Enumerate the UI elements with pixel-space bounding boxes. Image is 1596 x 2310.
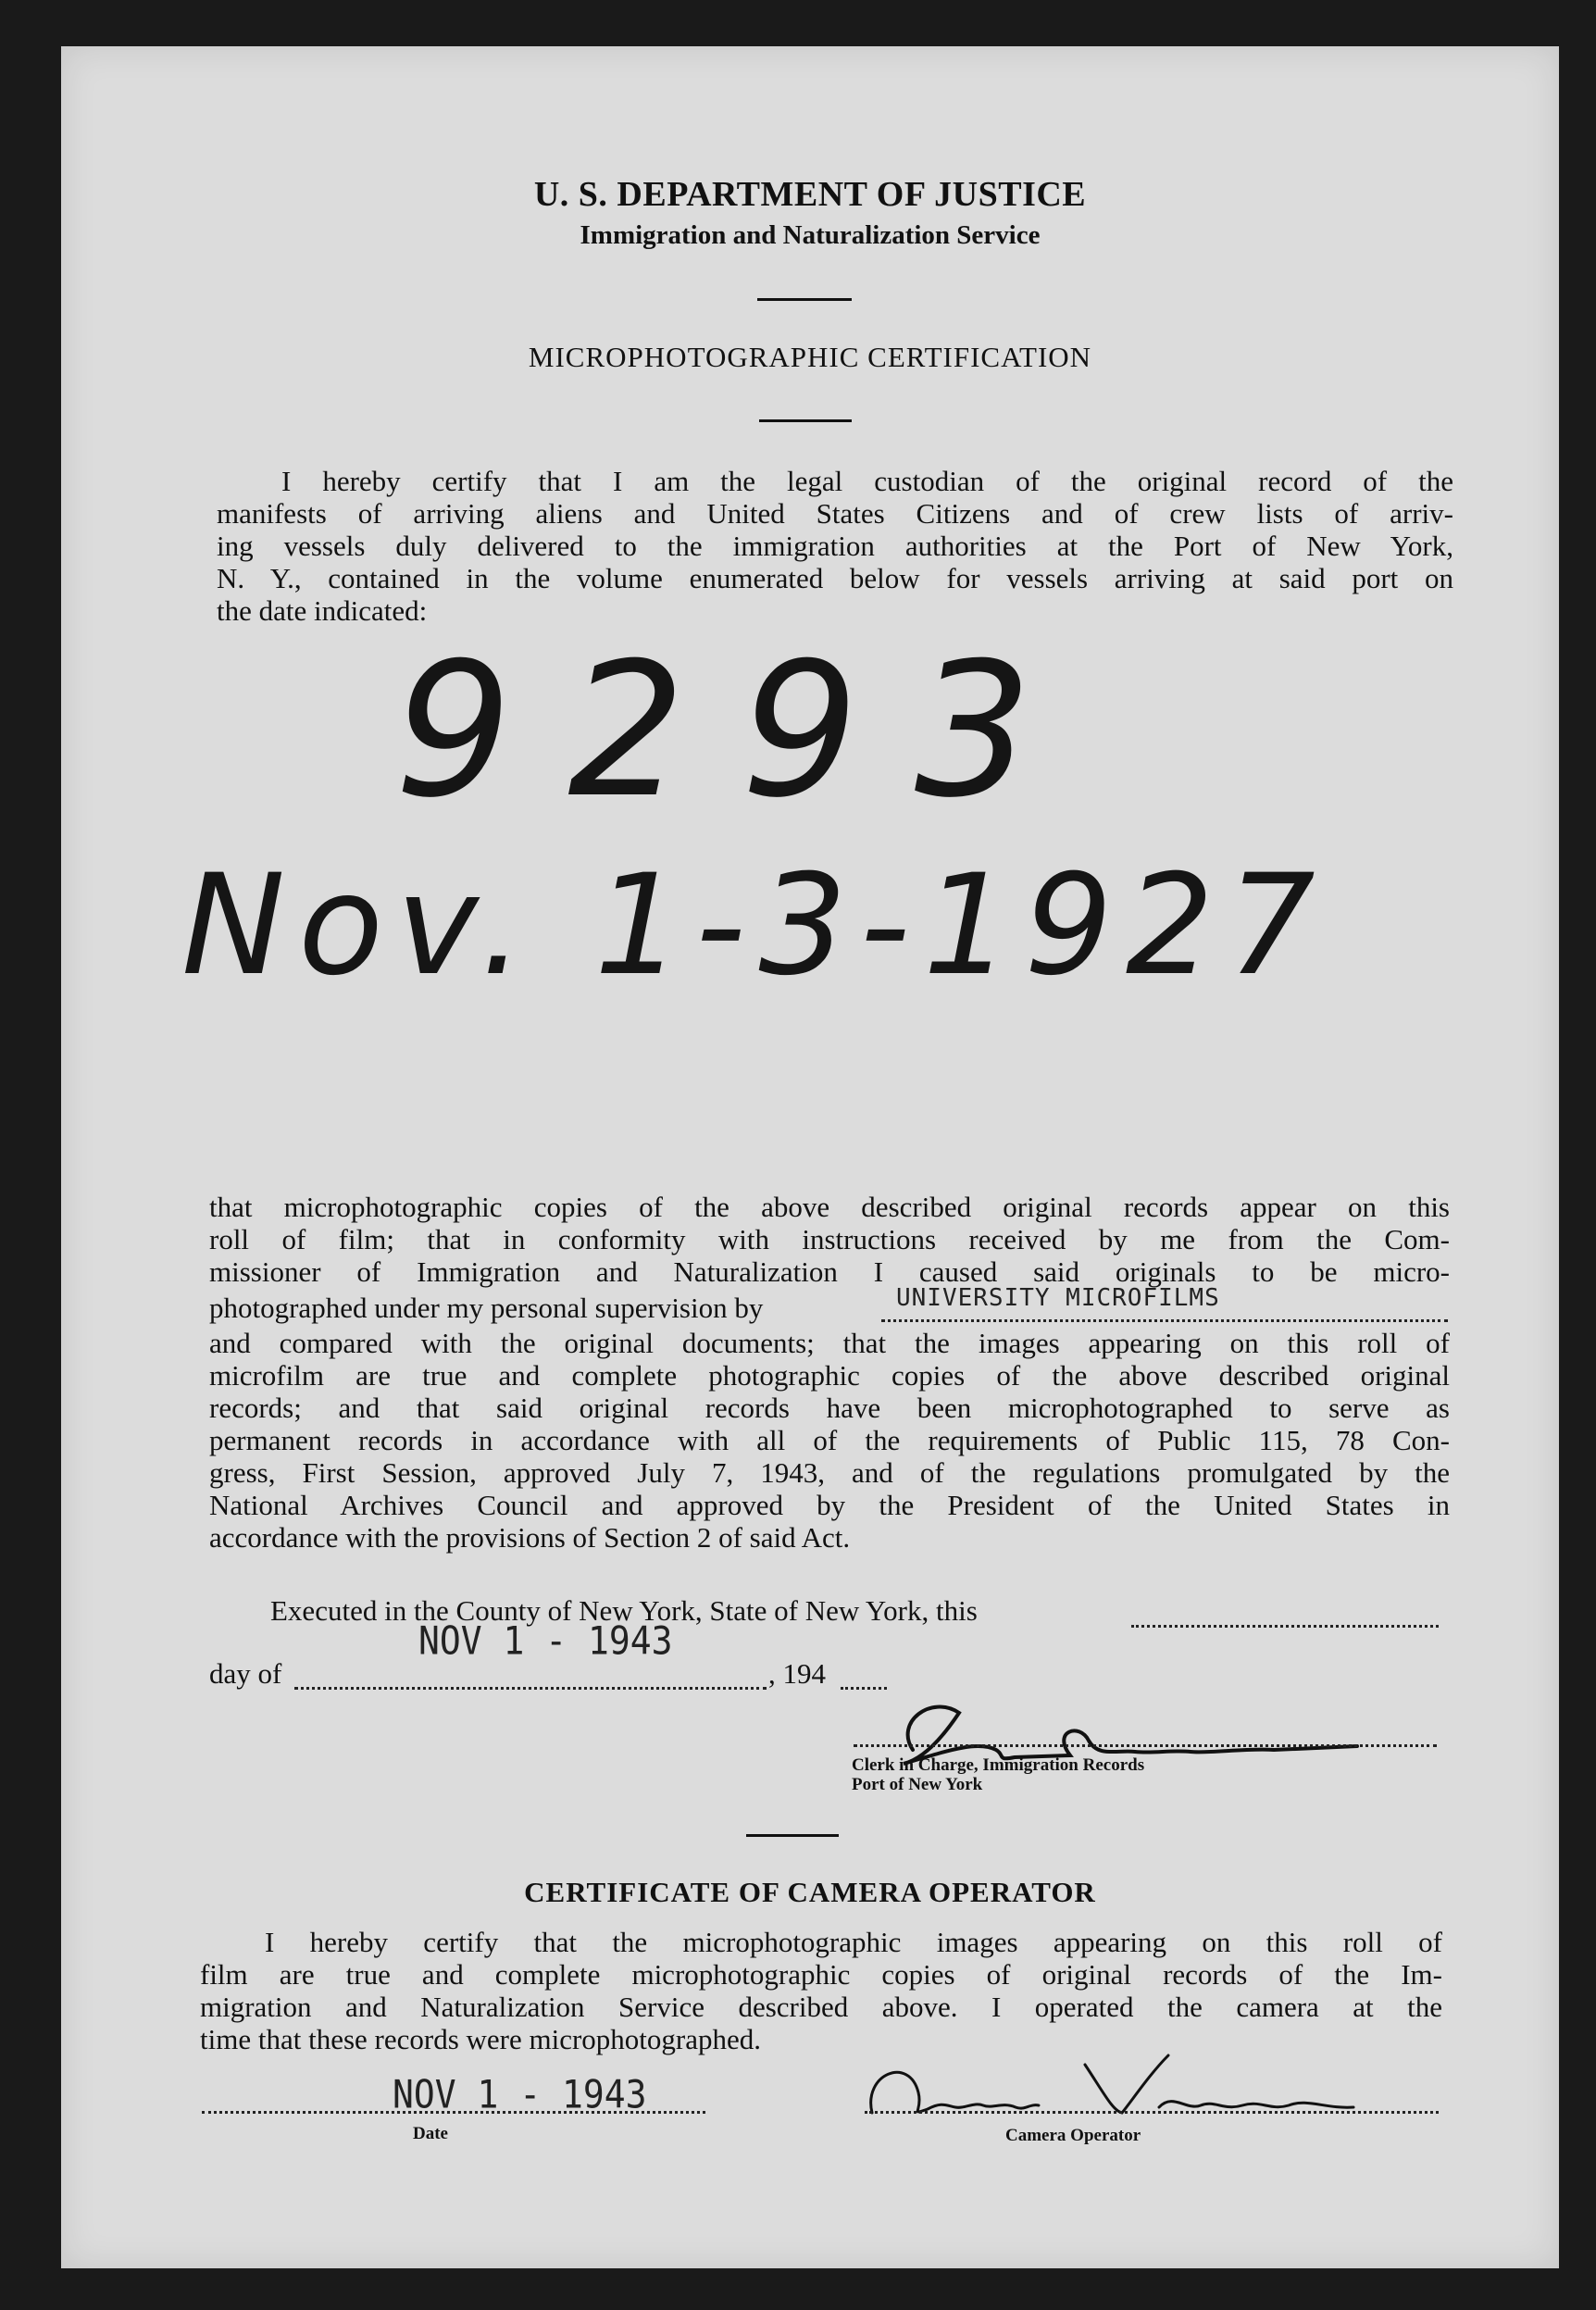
- paragraph-line: manifests of arriving aliens and United States Citizens and of crew lists of arriv-: [217, 497, 1453, 530]
- paragraph-line: roll of film; that in conformity with instructions received by me from the Com-: [209, 1223, 1450, 1255]
- date-label: Date: [413, 2124, 448, 2143]
- divider-2: [759, 419, 852, 422]
- paragraph-line: time that these records were microphotographed.: [200, 2023, 761, 2055]
- supervisor-dotted-line: [881, 1319, 1448, 1322]
- paragraph-line: and compared with the original documents; that the images appearing on this roll of: [209, 1327, 1450, 1359]
- paragraph-line: permanent records in accordance with all of the requirements of Public 115, 78 Con-: [209, 1424, 1450, 1456]
- clerk-title: [852, 1755, 1278, 1794]
- paragraph-line: the date indicated:: [217, 594, 428, 627]
- paragraph-line: ing vessels duly delivered to the immigration authorities at the Port of New York,: [217, 530, 1453, 562]
- custodian-paragraph: [217, 465, 1453, 627]
- certification-title: MICROPHOTOGRAPHIC CERTIFICATION: [528, 341, 1092, 373]
- service-subtitle: Immigration and Naturalization Service: [580, 220, 1041, 250]
- camera-operator-title: CERTIFICATE OF CAMERA OPERATOR: [524, 1876, 1096, 1908]
- paragraph-line: N. Y., contained in the volume enumerated below for vessels arriving at said port on: [217, 562, 1453, 594]
- executed-text: Executed in the County of New York, State of New York, this: [270, 1594, 978, 1627]
- supervision-prefix: photographed under my personal supervision by: [209, 1292, 764, 1324]
- paragraph-line: I hereby certify that I am the legal custodian of the original record of the: [281, 465, 1453, 497]
- paragraph-line: that microphotographic copies of the above described original records appear on this: [209, 1191, 1450, 1223]
- operator-date-stamp: NOV 1 - 1943: [393, 2071, 647, 2117]
- operator-signature-dotted-line: [865, 2111, 1439, 2114]
- camera-operator-label: Camera Operator: [1005, 2126, 1141, 2145]
- paragraph-line: missioner of Immigration and Naturalization I caused said originals to be micro-: [209, 1255, 1450, 1288]
- paragraph-line: gress, First Session, approved July 7, 1943, and of the regulations promulgated by the: [209, 1456, 1450, 1489]
- divider-3: [746, 1834, 839, 1837]
- clerk-signature-line: [854, 1744, 1437, 1747]
- copies-paragraph: [209, 1191, 1450, 1554]
- execution-day-dotted-line: [1131, 1625, 1439, 1628]
- camera-operator-paragraph: [200, 1926, 1442, 2055]
- supervision-line: [209, 1284, 1450, 1327]
- paragraph-line: I hereby certify that the microphotographic images appearing on this roll of: [265, 1926, 1442, 1958]
- clerk-title-line-1: Clerk in Charge, Immigration Records: [852, 1755, 1145, 1775]
- camera-operator-signature: [854, 2037, 1372, 2129]
- day-of-dotted-line: [294, 1687, 767, 1690]
- handwritten-volume-number: 9293: [394, 623, 1088, 839]
- execution-date-stamp: NOV 1 - 1943: [418, 1617, 673, 1664]
- clerk-title-line-2: Port of New York: [852, 1775, 983, 1794]
- paragraph-line: accordance with the provisions of Section 2 of said Act.: [209, 1521, 851, 1554]
- supervisor-stamp: UNIVERSITY MICROFILMS: [896, 1284, 1220, 1312]
- handwritten-date: Nov. 1-3-1927: [181, 845, 1328, 1006]
- certificate-page: [61, 46, 1559, 2268]
- department-title: U. S. DEPARTMENT OF JUSTICE: [533, 175, 1087, 214]
- paragraph-line: National Archives Council and approved by the President of the United States in: [209, 1489, 1450, 1521]
- day-of-label: day of: [209, 1657, 282, 1690]
- divider-1: [757, 298, 852, 301]
- paragraph-line: migration and Naturalization Service described above. I operated the camera at the: [200, 1991, 1442, 2023]
- paragraph-line: microfilm are true and complete photographic copies of the above described original: [209, 1359, 1450, 1392]
- paragraph-line: film are true and complete microphotographic copies of original records of the Im-: [200, 1958, 1442, 1991]
- year-label: , 194: [768, 1657, 826, 1690]
- paragraph-line: records; and that said original records have been microphotographed to serve as: [209, 1392, 1450, 1424]
